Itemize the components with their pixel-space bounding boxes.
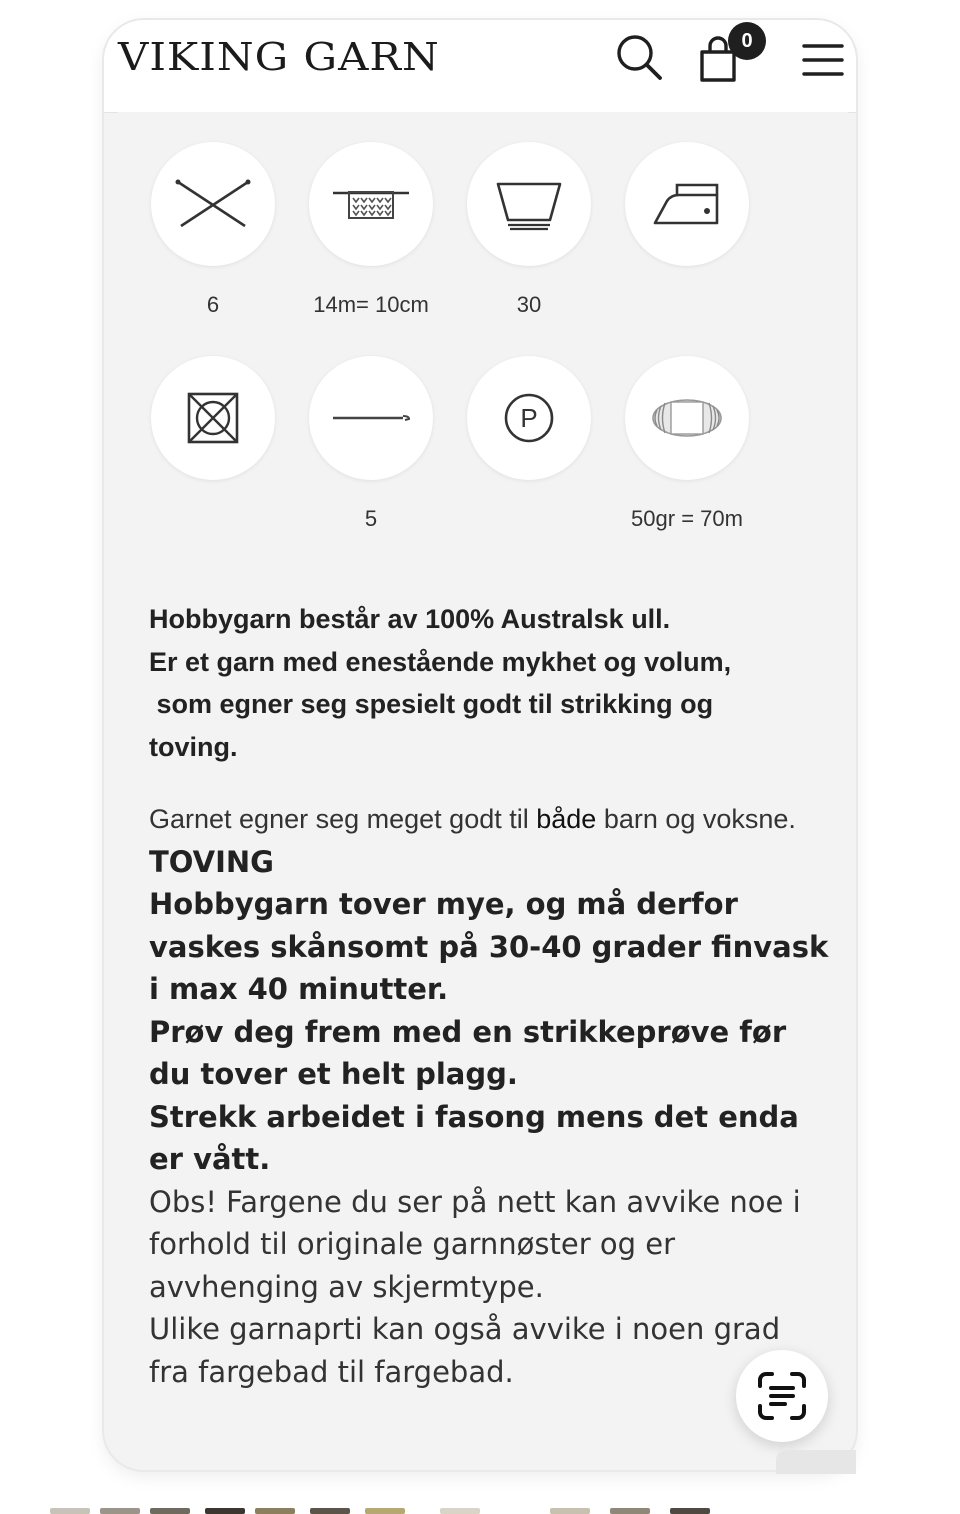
toving-paragraph: Strekk arbeidet i fasong mens det enda er vått. bbox=[149, 1099, 799, 1176]
suitability-text-end: barn og voksne. bbox=[596, 804, 796, 834]
scan-text-icon[interactable] bbox=[736, 1350, 828, 1442]
gauge-swatch-icon bbox=[309, 142, 433, 266]
suitability-emphasis: både bbox=[536, 804, 597, 834]
care-item bbox=[308, 142, 434, 320]
do-not-tumble-dry-icon bbox=[151, 356, 275, 480]
search-icon[interactable] bbox=[612, 30, 668, 86]
hook-size-label: 5 bbox=[364, 506, 378, 531]
needle-size-label: 6 bbox=[206, 292, 220, 317]
wash-tub-icon bbox=[467, 142, 591, 266]
color-note: Obs! Fargene du ser på nett kan avvike noe i forhold til originale garnnøster og er avvhenging av skjermtype. bbox=[149, 1184, 801, 1304]
care-item bbox=[624, 142, 750, 320]
yarn-skein-icon bbox=[625, 356, 749, 480]
knitting-needles-icon bbox=[151, 142, 275, 266]
care-item bbox=[466, 356, 592, 534]
care-item bbox=[308, 356, 434, 534]
toving-heading: TOVING bbox=[149, 844, 274, 879]
gauge-label: 14m= 10cm bbox=[313, 292, 429, 317]
cart-count-badge: 0 bbox=[728, 22, 766, 60]
phone-frame bbox=[104, 20, 856, 1470]
product-info-panel bbox=[118, 112, 848, 1470]
toving-paragraph: Hobbygarn tover mye, og må derfor vaskes skånsomt på 30-40 grader finvask i max 40 minutter. bbox=[149, 887, 829, 1006]
color-note: Ulike garnaprti kan også avvike i noen grad fra fargebad til fargebad. bbox=[149, 1312, 781, 1389]
logo[interactable]: VIKING GARN bbox=[118, 34, 440, 80]
intro-line: Er et garn med enestående mykhet og volum, bbox=[149, 646, 732, 677]
suitability-text: Garnet egner seg meget godt til bbox=[149, 804, 537, 834]
hamburger-menu-icon[interactable] bbox=[794, 30, 850, 86]
crochet-hook-icon bbox=[309, 356, 433, 480]
care-item bbox=[150, 356, 276, 534]
dry-clean-label bbox=[466, 506, 592, 534]
intro-paragraph bbox=[149, 598, 829, 768]
dry-label bbox=[150, 506, 276, 534]
iron-label bbox=[624, 292, 750, 320]
product-description bbox=[149, 598, 829, 1393]
care-item bbox=[466, 142, 592, 320]
intro-line: som egner seg spesielt godt til strikking og bbox=[149, 689, 714, 719]
intro-line: toving. bbox=[149, 731, 238, 762]
care-item bbox=[624, 356, 750, 534]
suitability-paragraph bbox=[149, 798, 829, 841]
site-header bbox=[104, 20, 856, 113]
toving-paragraph: Prøv deg frem med en strikkeprøve før du tover et helt plagg. bbox=[149, 1014, 787, 1091]
iron-icon bbox=[625, 142, 749, 266]
weight-length-label: 50gr = 70m bbox=[631, 506, 743, 531]
svg-text:P: P bbox=[520, 403, 538, 433]
bottom-thumbnail-strip bbox=[0, 1500, 960, 1514]
care-item bbox=[150, 142, 276, 320]
dry-clean-p-icon bbox=[467, 356, 591, 480]
wash-temperature-label: 30 bbox=[516, 292, 542, 317]
intro-line: Hobbygarn består av 100% Australsk ull. bbox=[149, 604, 671, 634]
scroll-corner bbox=[776, 1450, 856, 1474]
